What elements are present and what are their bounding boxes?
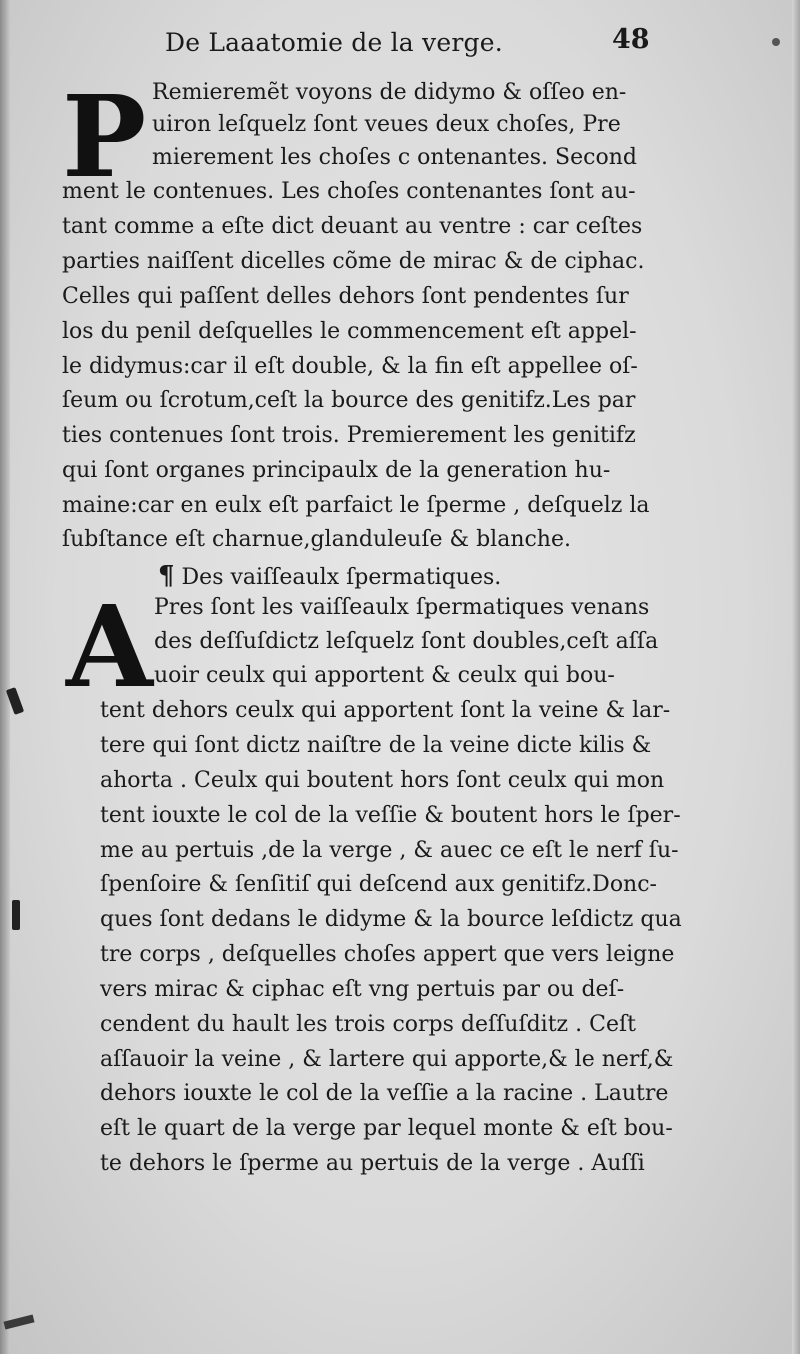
text-line: los du penil deſquelles le commencement eſt appel- bbox=[62, 319, 637, 344]
text-line: tent iouxte le col de la veſſie & boutent hors le ſper- bbox=[100, 803, 681, 828]
page-left-edge-shadow bbox=[0, 0, 10, 1354]
text-line: ſeum ou ſcrotum,ceſt la bource des genitifz.Les par bbox=[62, 388, 636, 413]
text-line: tere qui ſont dictz naiſtre de la veine dicte kilis & bbox=[100, 733, 652, 758]
dropcap-p: P bbox=[62, 72, 147, 203]
text-line: tent dehors ceulx qui apportent ſont la veine & lar- bbox=[100, 698, 671, 723]
text-line: Celles qui paſſent delles dehors ſont pendentes ſur bbox=[62, 284, 629, 309]
text-line: qui ſont organes principaulx de la generation hu- bbox=[62, 458, 611, 483]
text-line: dehors iouxte le col de la veſſie a la racine . Lautre bbox=[100, 1081, 669, 1106]
margin-ink-mark bbox=[12, 900, 20, 930]
pilcrow-icon: ¶ bbox=[158, 561, 175, 591]
text-line: le didymus:car il eſt double, & la fin eſt appellee oſ- bbox=[62, 354, 638, 379]
text-line: Remieremẽt voyons de didymo & oſſeo en- bbox=[152, 80, 627, 105]
text-line: des deſſuſdictz leſquelz ſont doubles,ceſt aſſa bbox=[154, 629, 659, 654]
text-line: vers mirac & ciphac eſt vng pertuis par ou deſ- bbox=[100, 977, 625, 1002]
text-line: Pres ſont les vaiſſeaulx ſpermatiques venans bbox=[154, 595, 650, 620]
text-line: tre corps , deſquelles choſes appert que vers leigne bbox=[100, 942, 675, 967]
text-line: eſt le quart de la verge par lequel monte & eſt bou- bbox=[100, 1116, 673, 1141]
page-speck bbox=[772, 38, 780, 46]
text-line: cendent du hault les trois corps deſſuſditz . Ceſt bbox=[100, 1012, 636, 1037]
text-line: parties naiſſent dicelles cõme de mirac & de ciphac. bbox=[62, 249, 645, 274]
folio-number: 48 bbox=[612, 24, 650, 55]
text-line: mierement les choſes c ontenantes. Second bbox=[152, 145, 637, 170]
page-right-edge-shadow bbox=[792, 0, 800, 1354]
text-line: aſſauoir la veine , & lartere qui apporte,& le nerf,& bbox=[100, 1047, 674, 1072]
text-line: ahorta . Ceulx qui boutent hors ſont ceulx qui mon bbox=[100, 768, 665, 793]
text-line: uoir ceulx qui apportent & ceulx qui bou- bbox=[154, 663, 615, 688]
text-line: ties contenues ſont trois. Premierement les genitifz bbox=[62, 423, 636, 448]
text-line: ſubſtance eſt charnue,glanduleuſe & blanche. bbox=[62, 527, 571, 552]
text-line: tant comme a eſte dict deuant au ventre : car ceſtes bbox=[62, 214, 643, 239]
section-heading-text: Des vaiſſeaulx ſpermatiques. bbox=[181, 565, 502, 590]
text-line: maine:car en eulx eſt parfaict le ſperme , deſquelz la bbox=[62, 493, 650, 518]
text-line: uiron leſquelz ſont veues deux choſes, Pre bbox=[152, 112, 621, 137]
text-line: te dehors le ſperme au pertuis de la verge . Auſſi bbox=[100, 1151, 645, 1176]
text-line: ment le contenues. Les choſes contenantes ſont au- bbox=[62, 179, 636, 204]
section-heading bbox=[158, 563, 501, 589]
text-line: me au pertuis ,de la verge , & auec ce eſt le nerf ſu- bbox=[100, 838, 679, 863]
text-line: ques ſont dedans le didyme & la bource leſdictz qua bbox=[100, 907, 682, 932]
text-line: ſpenſoire & ſenſitiſ qui deſcend aux genitifz.Donc- bbox=[100, 872, 657, 897]
dropcap-a: A bbox=[66, 582, 153, 713]
running-title: De Laaatomie de la verge. bbox=[165, 28, 503, 57]
